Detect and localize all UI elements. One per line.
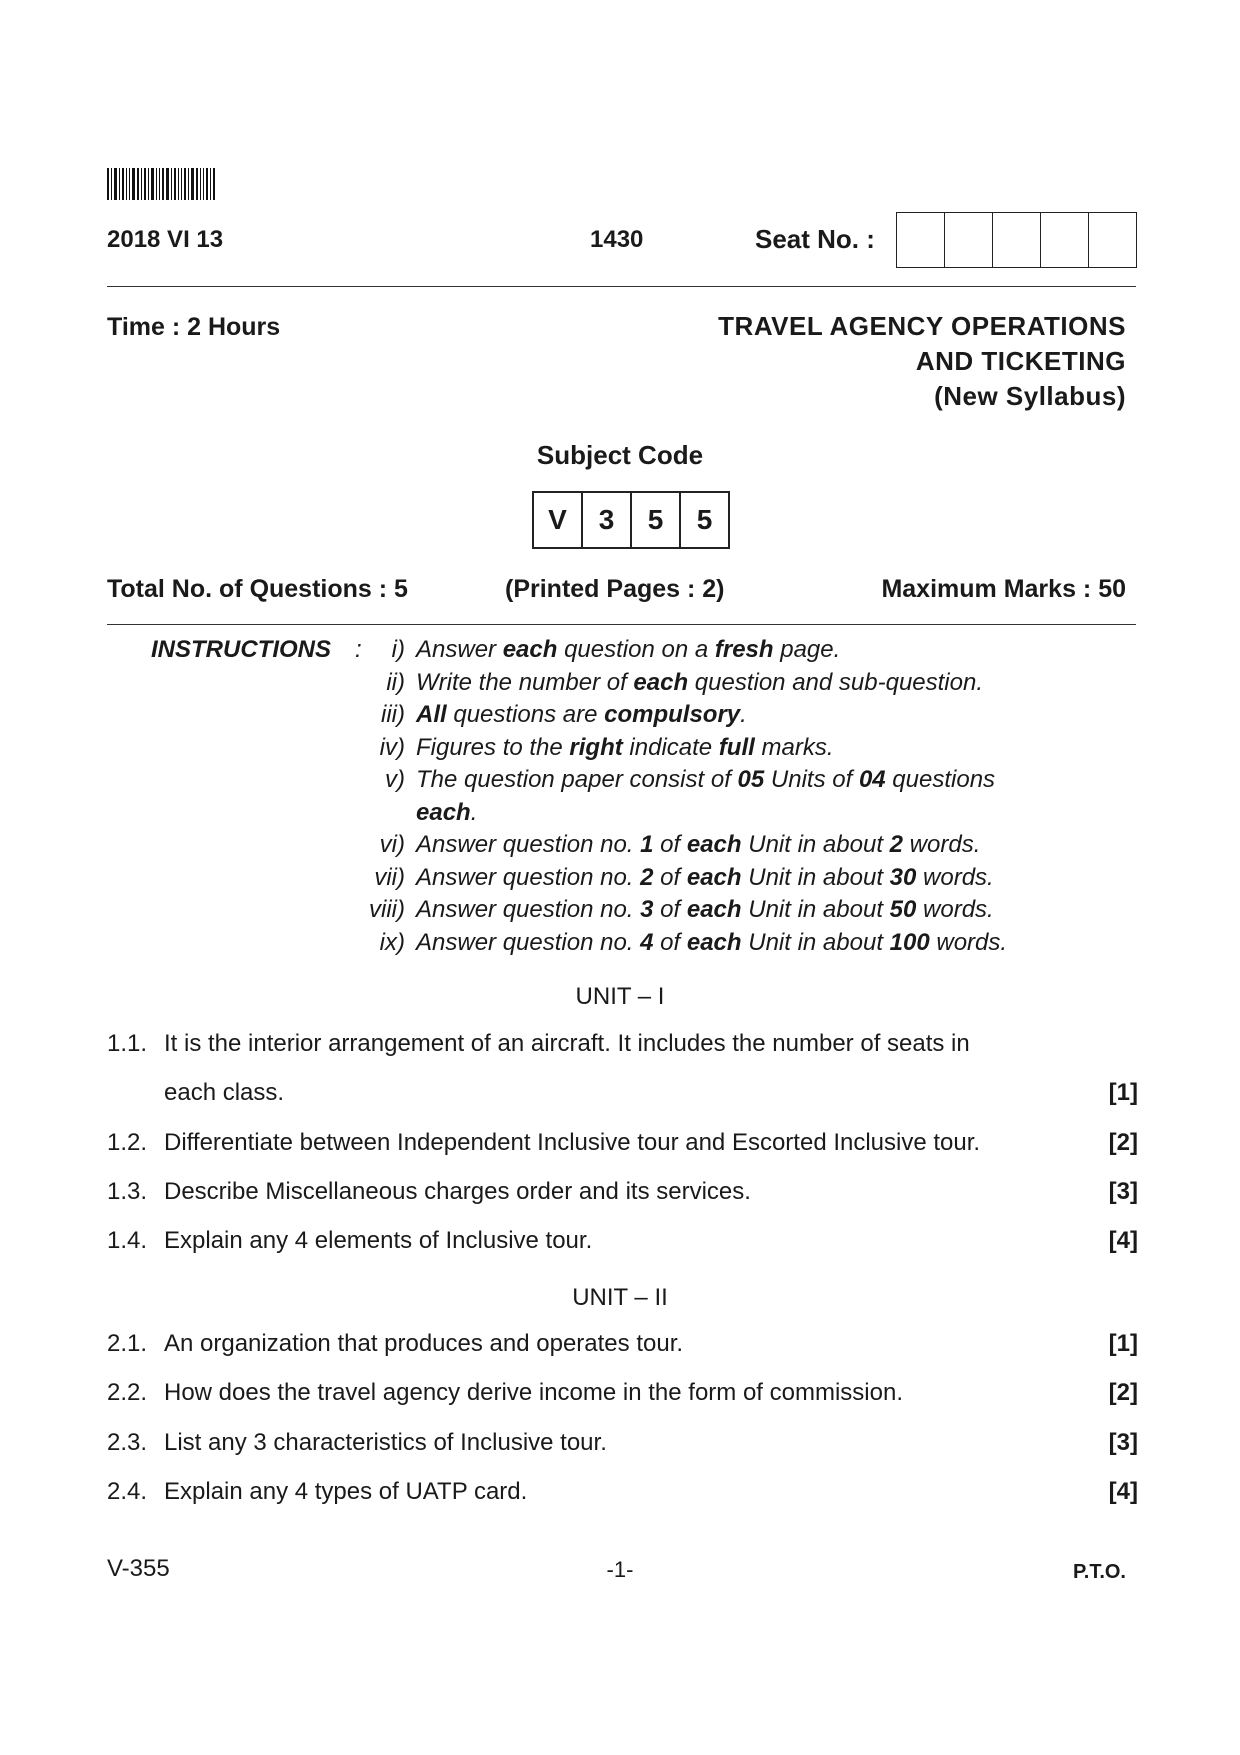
instruction-segment: words. — [916, 863, 994, 891]
question-number: 2.4. — [107, 1478, 148, 1505]
instruction-text — [416, 896, 994, 924]
seat-box[interactable] — [1089, 213, 1136, 267]
instruction-emphasis: 30 — [889, 863, 917, 891]
seat-box[interactable] — [897, 213, 945, 267]
instruction-emphasis: each — [633, 668, 689, 696]
instruction-segment: Unit in about — [741, 928, 890, 956]
question-text: Describe Miscellaneous charges order and its services. — [164, 1178, 751, 1205]
instruction-segment: Answer question no. — [416, 831, 641, 858]
instruction-segment: Figures to the — [416, 733, 570, 761]
instruction-segment: Answer question no. — [416, 928, 641, 956]
instruction-segment: words. — [903, 831, 981, 858]
instruction-emphasis: 2 — [640, 863, 654, 891]
instruction-number: iii) — [381, 701, 405, 728]
instruction-number: vii) — [374, 863, 405, 891]
instruction-number: ii) — [386, 668, 405, 696]
footer-code: V-355 — [107, 1555, 170, 1582]
instruction-text — [416, 669, 983, 697]
instruction-emphasis: fresh — [714, 636, 774, 663]
instruction-text — [416, 734, 833, 762]
instruction-segment: marks. — [754, 733, 834, 761]
instruction-emphasis: each — [686, 896, 742, 923]
question-text: An organization that produces and operates tour. — [164, 1330, 684, 1357]
instruction-number: v) — [385, 766, 405, 793]
question-number: 1.4. — [107, 1227, 148, 1254]
instruction-segment: Write the number of — [416, 668, 634, 696]
question-text: It is the interior arrangement of an aircraft. It includes the number of seats in — [164, 1030, 970, 1057]
question-marks: [1] — [1108, 1079, 1138, 1106]
question-text: Differentiate between Independent Inclusive tour and Escorted Inclusive tour. — [164, 1129, 981, 1156]
instruction-segment: of — [653, 863, 687, 891]
instruction-segment: questions — [885, 766, 996, 793]
instruction-segment: words. — [916, 896, 994, 923]
instruction-emphasis: each — [416, 798, 471, 826]
instruction-text — [416, 831, 980, 859]
subject-code-char: 5 — [696, 504, 713, 535]
instruction-segment: question and sub-question. — [688, 668, 984, 696]
instructions-colon: : — [355, 636, 362, 663]
question-text-continued: each class. — [164, 1079, 285, 1106]
instruction-number: viii) — [369, 896, 405, 923]
instruction-segment: of — [653, 896, 687, 923]
instruction-segment: . — [740, 701, 747, 728]
instruction-segment: Units of — [764, 766, 859, 793]
instruction-emphasis: 05 — [737, 766, 765, 793]
question-text: Explain any 4 types of UATP card. — [164, 1478, 528, 1505]
instruction-emphasis: each — [502, 636, 558, 663]
seat-box[interactable] — [1041, 213, 1089, 267]
question-number: 1.1. — [107, 1030, 148, 1057]
question-marks: [2] — [1108, 1129, 1138, 1156]
instruction-text — [416, 799, 477, 827]
subject-code-char: 3 — [583, 493, 632, 547]
instruction-emphasis: 100 — [889, 928, 930, 956]
printed-pages: (Printed Pages : 2) — [505, 575, 725, 603]
unit-heading: UNIT – II — [572, 1284, 668, 1311]
seat-number-label: Seat No. : — [755, 224, 875, 254]
instruction-text — [416, 701, 747, 729]
question-number: 1.3. — [107, 1178, 148, 1205]
question-number: 2.3. — [107, 1429, 148, 1456]
instruction-segment: words. — [929, 928, 1008, 956]
paper-title-line1: TRAVEL AGENCY OPERATIONS — [718, 311, 1126, 341]
question-marks: [3] — [1108, 1178, 1138, 1205]
exam-code: 2018 VI 13 — [107, 226, 224, 253]
instruction-segment: Answer — [416, 636, 503, 663]
instruction-text — [416, 636, 840, 664]
instruction-emphasis: full — [718, 733, 755, 761]
instruction-segment: question on a — [557, 636, 715, 663]
instruction-emphasis: each — [686, 863, 742, 891]
instruction-emphasis: 4 — [640, 928, 654, 956]
subject-code-char: V — [534, 493, 583, 547]
instruction-emphasis: 50 — [889, 896, 917, 923]
seat-box[interactable] — [993, 213, 1041, 267]
exam-time: Time : 2 Hours — [107, 313, 281, 341]
seat-box[interactable] — [945, 213, 993, 267]
instruction-emphasis: right — [569, 733, 623, 761]
seat-number-boxes[interactable] — [896, 212, 1137, 268]
instruction-emphasis: each — [686, 831, 742, 858]
instruction-emphasis: 2 — [889, 831, 904, 858]
paper-title-line2: AND TICKETING — [915, 346, 1126, 376]
instruction-emphasis: each — [686, 928, 742, 956]
question-marks: [4] — [1108, 1478, 1138, 1505]
maximum-marks: Maximum Marks : 50 — [881, 575, 1126, 603]
question-marks: [2] — [1108, 1379, 1138, 1406]
instruction-segment: of — [653, 831, 687, 858]
subject-code-char: 5 — [632, 493, 681, 547]
instruction-text — [416, 864, 994, 892]
instruction-segment: questions are — [446, 701, 605, 728]
question-number: 2.2. — [107, 1379, 148, 1406]
instruction-emphasis: All — [416, 701, 447, 728]
unit-heading: UNIT – I — [575, 983, 665, 1010]
question-marks: [4] — [1108, 1227, 1138, 1254]
instruction-text — [416, 929, 1007, 957]
instruction-segment: Answer question no. — [416, 863, 641, 891]
please-turn-over: P.T.O. — [1073, 1561, 1126, 1583]
instruction-number: vi) — [379, 831, 405, 858]
subject-code-label: Subject Code — [536, 440, 704, 470]
divider — [107, 624, 1136, 625]
instruction-segment: Answer question no. — [416, 896, 641, 923]
instruction-emphasis: 3 — [640, 896, 654, 923]
page-number: -1- — [606, 1557, 634, 1582]
question-text: How does the travel agency derive income in the form of commission. — [164, 1379, 903, 1406]
instruction-text — [416, 766, 995, 794]
instruction-emphasis: 1 — [640, 831, 654, 858]
instruction-segment: Unit in about — [741, 863, 890, 891]
instruction-segment: indicate — [622, 733, 719, 761]
subject-code-boxes — [532, 491, 730, 549]
question-number: 2.1. — [107, 1330, 148, 1357]
instruction-number: i) — [391, 636, 405, 663]
instruction-number: ix) — [379, 928, 405, 956]
instruction-segment: The question paper consist of — [416, 766, 738, 793]
instruction-number: iv) — [379, 733, 405, 761]
divider — [107, 286, 1136, 287]
instruction-emphasis: compulsory — [604, 701, 741, 728]
instruction-segment: page. — [773, 636, 841, 663]
instruction-segment: Unit in about — [741, 896, 890, 923]
question-text: Explain any 4 elements of Inclusive tour. — [164, 1227, 593, 1254]
instructions-label: INSTRUCTIONS — [151, 636, 331, 663]
question-marks: [1] — [1108, 1330, 1138, 1357]
question-number: 1.2. — [107, 1129, 148, 1156]
instruction-segment: Unit in about — [741, 831, 890, 858]
question-marks: [3] — [1108, 1429, 1138, 1456]
question-text: List any 3 characteristics of Inclusive tour. — [164, 1429, 607, 1456]
paper-number: 1430 — [590, 226, 644, 253]
barcode — [107, 168, 247, 200]
paper-title-line3: (New Syllabus) — [934, 381, 1126, 411]
instruction-segment: . — [470, 798, 478, 826]
instruction-emphasis: 04 — [858, 766, 886, 793]
total-questions: Total No. of Questions : 5 — [107, 575, 408, 603]
instruction-segment: of — [653, 928, 687, 956]
